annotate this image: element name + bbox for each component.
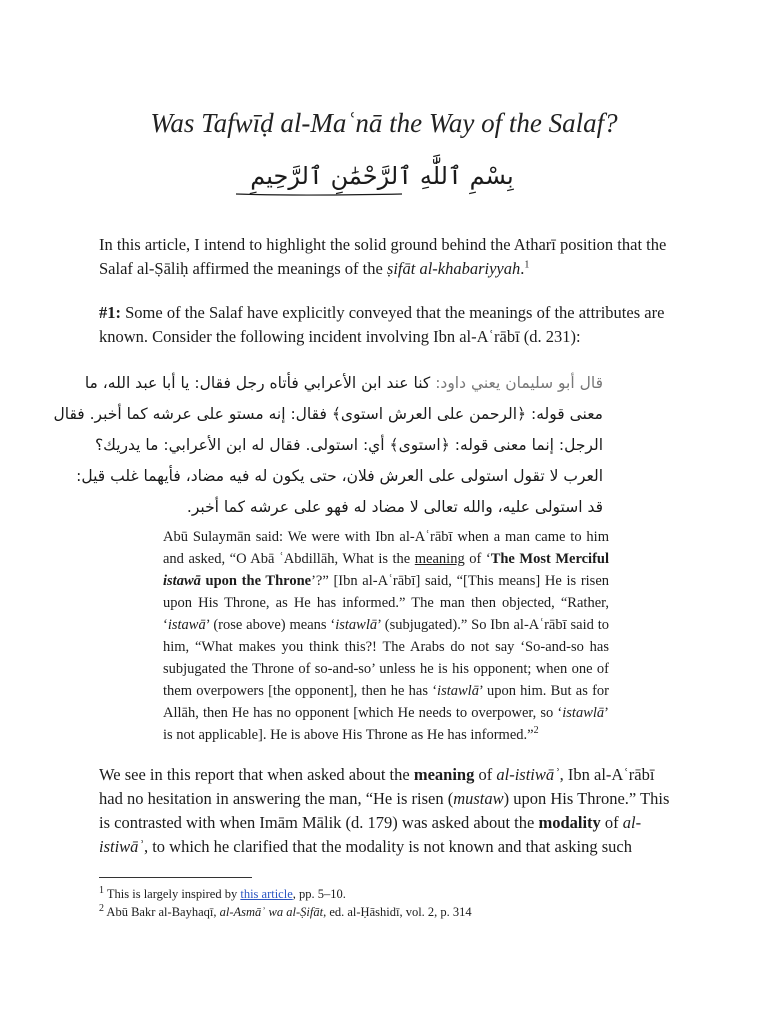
analysis-paragraph: We see in this report that when asked about the meaning of al-istiwāʾ, Ibn al-Aʿrābī had no hesitation in answering the man, “He is risen (mustaw) upon His Throne.” This is contrasted with when Imām Mālik (d. 179) was asked about the modality of al-istiwāʾ, to which he clarified that the modality is not known and that asking such bbox=[99, 765, 670, 856]
arabic-quotation: قال أبو سليمان يعني داود: كنا عند ابن الأعرابي فأتاه رجل فقال: يا أبا عبد الله، ما معنى قوله: ﴿الرحمن على العرش استوى﴾ فقال: إنه مستو على عرشه كما أخبر. فقال الرجل: إنما معنى قوله: ﴿استوى﴾ أي: استولى. فقال له ابن الأعرابي: ما يدريك؟ العرب لا تقول استولى على العرش فلان، حتى يكون له فيه مضاد، فأيهما غلب قيل: قد استولى عليه، والله تعالى لا مضاد له فهو على عرشه كما أخبر. bbox=[53, 374, 603, 516]
point-label: #1: bbox=[99, 303, 121, 322]
underlined-meaning: meaning bbox=[414, 551, 465, 567]
footnote-ref-1[interactable]: 1 bbox=[524, 259, 530, 271]
arabic-narrator: قال أبو سليمان يعني داود: bbox=[430, 374, 603, 392]
page-title: Was Tafwīḍ al-Maʿnā the Way of the Salaf? bbox=[150, 108, 618, 138]
intro-paragraph: In this article, I intend to highlight the solid ground behind the Atharī position that the Salaf al-Ṣāliḥ affirmed the meanings of the ṣifāt al-khabariyyah.$^1$ bbox=[99, 235, 667, 278]
footnote-divider bbox=[99, 877, 252, 878]
basmala-text: بِسْمِ ٱللَّٰهِ ٱلرَّحْمَٰنِ ٱلرَّحِيمِ bbox=[250, 162, 514, 190]
footnote-2: $^2$ Abū Bakr al-Bayhaqī, al-Asmāʾ wa al-Ṣifāt, ed. al-Ḥāshidī, vol. 2, p. 314 bbox=[99, 902, 472, 919]
point-1-paragraph: #1: Some of the Salaf have explicitly conveyed that the meanings of the attributes are known. Consider the following incident involving Ibn al-Aʿrābī (d. 231): bbox=[99, 303, 665, 346]
article-link[interactable]: this article bbox=[240, 887, 293, 901]
footnote-ref-2[interactable]: 2 bbox=[533, 725, 539, 737]
intro-term: ṣifāt al-khabariyyah bbox=[386, 259, 521, 278]
basmala-calligraphy bbox=[232, 150, 532, 208]
footnote-1: $^1$ This is largely inspired by this article, pp. 5–10. bbox=[99, 884, 346, 901]
translation-quote: Abū Sulaymān said: We were with Ibn al-Aʿrābī when a man came to him and asked, “O Abā ʿAbdillāh, What is the meaning of ‘The Most Merciful istawā upon the Throne’?” [Ibn al-Aʿrābī] said, “[This means] He is risen upon His Throne, as He has informed.” The man then objected, “Rather, ‘istawā’ (rose above) means ‘istawlā’ (subjugated).” So Ibn al-Aʿrābī said to him, “What makes you think this?! The Arabs do not say ‘So-and-so has subjugated the Throne of so-and-so’ unless he is his opponent; when one of them overpowers [the opponent], then he has ‘istawlā’ upon him. But as for Allāh, then He has no opponent [which He needs to overpower, so ‘istawlā’ is not applicable]. He is above His Throne as He has informed.”$^2$ bbox=[163, 529, 610, 743]
